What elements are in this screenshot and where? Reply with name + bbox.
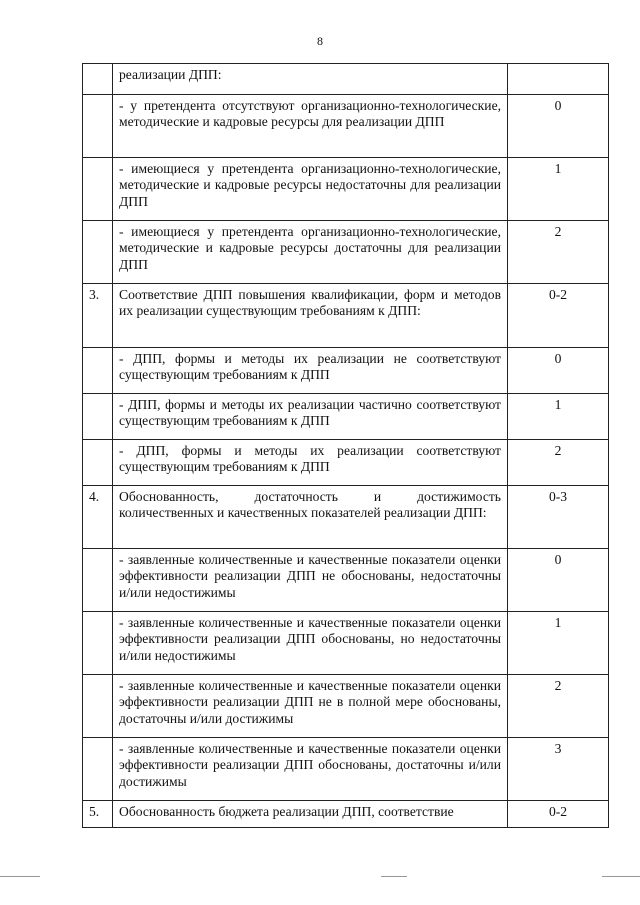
criterion-text: - ДПП, формы и методы их реализации не соответствуют существующим требованиям к ДПП bbox=[113, 348, 508, 394]
row-number bbox=[83, 440, 113, 486]
row-number: 5. bbox=[83, 801, 113, 828]
row-number bbox=[83, 675, 113, 738]
criterion-text: Обоснованность, достаточность и достижимость количественных и качественных показателей реализации ДПП: bbox=[113, 486, 508, 549]
table-row bbox=[83, 486, 609, 549]
table-row bbox=[83, 64, 609, 95]
criterion-text: - заявленные количественные и качественные показатели оценки эффективности реализации ДПП не обоснованы, недостаточны и/или недостижимы bbox=[113, 549, 508, 612]
criterion-text: - у претендента отсутствуют организационно-технологические, методические и кадровые ресурсы для реализации ДПП bbox=[113, 95, 508, 158]
row-number: 3. bbox=[83, 284, 113, 348]
criterion-score: 2 bbox=[508, 440, 609, 486]
row-number bbox=[83, 221, 113, 284]
table-row bbox=[83, 612, 609, 675]
row-number bbox=[83, 738, 113, 801]
criterion-text: - заявленные количественные и качественные показатели оценки эффективности реализации ДПП обоснованы, достаточны и/или достижимы bbox=[113, 738, 508, 801]
row-number bbox=[83, 158, 113, 221]
criteria-table bbox=[82, 63, 609, 828]
table-row bbox=[83, 675, 609, 738]
table-row bbox=[83, 738, 609, 801]
criterion-text: - заявленные количественные и качественные показатели оценки эффективности реализации ДПП обоснованы, но недостаточны и/или недостижимы bbox=[113, 612, 508, 675]
criterion-text: - ДПП, формы и методы их реализации соответствуют существующим требованиям к ДПП bbox=[113, 440, 508, 486]
criterion-score: 3 bbox=[508, 738, 609, 801]
criterion-text: - заявленные количественные и качественные показатели оценки эффективности реализации ДПП не в полной мере обоснованы, достаточны и/или достижимы bbox=[113, 675, 508, 738]
criterion-text: Соответствие ДПП повышения квалификации, форм и методов их реализации существующим требованиям к ДПП: bbox=[113, 284, 508, 348]
criterion-text: - имеющиеся у претендента организационно-технологические, методические и кадровые ресурсы недостаточны для реализации ДПП bbox=[113, 158, 508, 221]
criterion-text: - ДПП, формы и методы их реализации частично соответствуют существующим требованиям к ДПП bbox=[113, 394, 508, 440]
row-number: 4. bbox=[83, 486, 113, 549]
table-row bbox=[83, 440, 609, 486]
criterion-score: 0 bbox=[508, 95, 609, 158]
table-row bbox=[83, 801, 609, 828]
criterion-score bbox=[508, 64, 609, 95]
footer-line-left bbox=[0, 876, 40, 877]
footer-line-right bbox=[602, 876, 640, 877]
row-number bbox=[83, 549, 113, 612]
criterion-text: Обоснованность бюджета реализации ДПП, соответствие bbox=[113, 801, 508, 828]
criterion-score: 1 bbox=[508, 158, 609, 221]
table-row bbox=[83, 348, 609, 394]
row-number bbox=[83, 348, 113, 394]
table-row bbox=[83, 95, 609, 158]
criterion-score: 0 bbox=[508, 348, 609, 394]
criterion-text: - имеющиеся у претендента организационно-технологические, методические и кадровые ресурсы достаточны для реализации ДПП bbox=[113, 221, 508, 284]
table-row bbox=[83, 394, 609, 440]
criterion-score: 0 bbox=[508, 549, 609, 612]
criterion-score: 2 bbox=[508, 221, 609, 284]
criterion-score: 1 bbox=[508, 394, 609, 440]
criterion-score: 0-2 bbox=[508, 801, 609, 828]
table-row bbox=[83, 158, 609, 221]
row-number bbox=[83, 612, 113, 675]
table-row bbox=[83, 549, 609, 612]
criterion-score: 0-3 bbox=[508, 486, 609, 549]
criteria-table-body bbox=[83, 64, 609, 828]
table-row bbox=[83, 284, 609, 348]
criterion-score: 1 bbox=[508, 612, 609, 675]
table-row bbox=[83, 221, 609, 284]
row-number bbox=[83, 394, 113, 440]
row-number bbox=[83, 95, 113, 158]
criterion-score: 0-2 bbox=[508, 284, 609, 348]
page-number: 8 bbox=[317, 34, 323, 48]
footer-line-center bbox=[381, 876, 407, 877]
criterion-score: 2 bbox=[508, 675, 609, 738]
row-number bbox=[83, 64, 113, 95]
criterion-text: реализации ДПП: bbox=[113, 64, 508, 95]
